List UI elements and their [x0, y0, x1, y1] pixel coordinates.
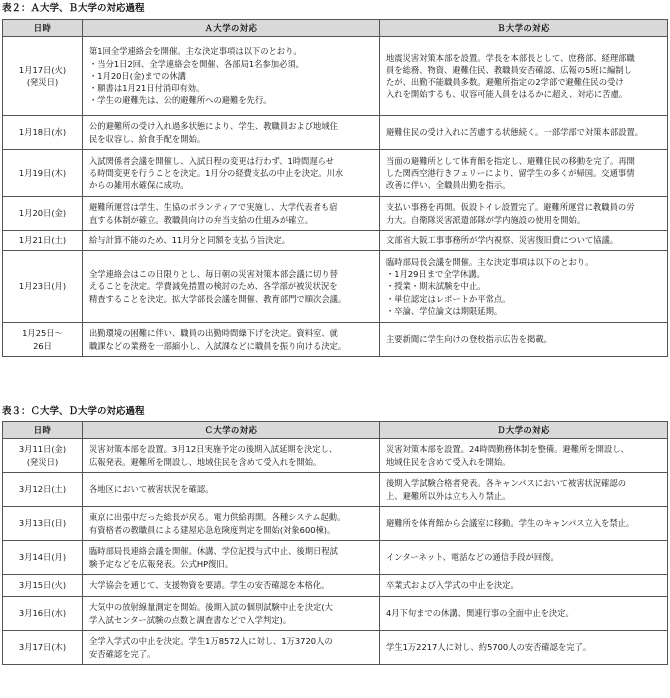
- table2: [2, 19, 668, 357]
- date-cell: 1月23日(月): [3, 251, 83, 323]
- table-row: [3, 323, 668, 357]
- d-response-cell: 避難所を体育館から会議室に移動。学生のキャンパス立入を禁止。: [380, 507, 668, 541]
- a-response-cell: 公的避難所の受け入れ過多状態により、学生、教職員および地域住 民を収容し、給食手配を開始。: [83, 116, 380, 150]
- table3-header-d: Ｄ大学の対応: [380, 422, 668, 439]
- c-response-cell: 災害対策本部を設置。3月12日実施予定の後期入試延期を決定し、 広報発表。避難所を開設し、地域住民を含めて受入れを開始。: [83, 439, 380, 473]
- date-cell: 1月17日(火) (発災日): [3, 37, 83, 116]
- d-response-cell: 卒業式および入学式の中止を決定。: [380, 575, 668, 597]
- table2-header-b: Ｂ大学の対応: [380, 20, 668, 37]
- table-row: [3, 439, 668, 473]
- table-row: [3, 197, 668, 231]
- a-response-cell: 第1回全学連絡会を開催。主な決定事項は以下のとおり。 ・当分1日2回、全学連絡会を開催、各部局1名参加必須。 ・1月20日(金)までの休講 ・願書は1月21日付消印有効。 ・学生の避難先は、公的避難所への避難を先行。: [83, 37, 380, 116]
- table-row: [3, 37, 668, 116]
- c-response-cell: 大気中の放射線量測定を開始。後期入試の個別試験中止を決定(大 学入試センター試験の点数と調査書などで入学判定)。: [83, 597, 380, 631]
- date-cell: 3月11日(金) (発災日): [3, 439, 83, 473]
- d-response-cell: 4月下旬までの休講、関連行事の全面中止を決定。: [380, 597, 668, 631]
- c-response-cell: 東京に出張中だった総長が戻る。電力供給再開。各種システム起動。 有資格者の教職員による建屋応急危険度判定を開始(対象600棟)。: [83, 507, 380, 541]
- date-cell: 3月16日(水): [3, 597, 83, 631]
- table-row: [3, 507, 668, 541]
- date-cell: 1月25日〜 26日: [3, 323, 83, 357]
- table2-header-row: [3, 20, 668, 37]
- b-response-cell: 当面の避難所として体育館を指定し、避難住民の移動を完了。再開 した関西空港行きフェリーにより、留学生の多くが帰国。交通事情 改善に伴い、全職員出勤を指示。: [380, 150, 668, 197]
- date-cell: 3月17日(木): [3, 631, 83, 665]
- b-response-cell: 文部省大阪工事事務所が学内視察、災害復旧費について協議。: [380, 231, 668, 251]
- c-response-cell: 臨時部局長連絡会議を開催。休講、学位記授与式中止、後期日程試 験予定などを広報発表。公式HP復旧。: [83, 541, 380, 575]
- date-cell: 1月20日(金): [3, 197, 83, 231]
- b-response-cell: 支払い事務を再開。仮設トイレ設置完了。避難所運営に教職員の労 力大。自衛隊災害派遣部隊が学内施設の使用を開始。: [380, 197, 668, 231]
- table2-caption: 表２：Ａ大学、Ｂ大学の対応過程: [2, 3, 145, 14]
- date-cell: 3月13日(日): [3, 507, 83, 541]
- table-row: [3, 116, 668, 150]
- table3-header-date: 日時: [3, 422, 83, 439]
- a-response-cell: 入試関係者会議を開催し、入試日程の変更は行わず、1時間遅らせ る時間変更を行うことを決定。1月分の経費支払の中止を決定。川水 からの雑用水確保に成功。: [83, 150, 380, 197]
- c-response-cell: 全学入学式の中止を決定。学生1万8572人に対し、1万3720人の 安否確認を完了。: [83, 631, 380, 665]
- date-cell: 1月21日(土): [3, 231, 83, 251]
- b-response-cell: 地震災害対策本部を設置。学長を本部長として、庶務部、経理部職 員を総務、物資、避難住民、教職員安否確認、広報の5班に編制し たが、出勤不能職員多数。避難所指定の2学部で避難住民の受け 入れを開始するも、収容可能人員をはるかに超え、対応に苦慮。: [380, 37, 668, 116]
- a-response-cell: 給与計算不能のため、11月分と同額を支払う旨決定。: [83, 231, 380, 251]
- date-cell: 1月19日(木): [3, 150, 83, 197]
- date-cell: 3月14日(月): [3, 541, 83, 575]
- table-row: [3, 231, 668, 251]
- d-response-cell: 学生1万2217人に対し、約5700人の安否確認を完了。: [380, 631, 668, 665]
- b-response-cell: 臨時部局長会議を開催。主な決定事項は以下のとおり。 ・1月29日まで全学休講。 ・授業・期末試験を中止。 ・単位認定はレポートか平常点。 ・卒論、学位論文は期限延期。: [380, 251, 668, 323]
- c-response-cell: 大学協会を通じて、支援物資を要請。学生の安否確認を本格化。: [83, 575, 380, 597]
- table-row: [3, 541, 668, 575]
- table2-header-date: 日時: [3, 20, 83, 37]
- date-cell: 1月18日(水): [3, 116, 83, 150]
- table3-header-row: [3, 422, 668, 439]
- a-response-cell: 出勤環境の困難に伴い、職員の出勤時間繰下げを決定。資料室、就 職課などの業務を一部縮小し、入試課などに職員を振り向ける決定。: [83, 323, 380, 357]
- a-response-cell: 全学連絡会はこの日限りとし、毎日朝の災害対策本部会議に切り替 えることを決定。学費減免措置の検討のため、各学部が被災状況を 精査することを決定。拡大学部長会議を開催、教育部門で順次会議。: [83, 251, 380, 323]
- table3-header-c: Ｃ大学の対応: [83, 422, 380, 439]
- a-response-cell: 避難所運営は学生、生協のボランティアで実施し、大学代表者も宿 直する体制が確立。教職員向けの弁当支給の仕組みが確立。: [83, 197, 380, 231]
- table-row: [3, 597, 668, 631]
- c-response-cell: 各地区において被害状況を確認。: [83, 473, 380, 507]
- table-row: [3, 150, 668, 197]
- b-response-cell: 避難住民の受け入れに苦慮する状態続く。一部学部で対策本部設置。: [380, 116, 668, 150]
- table2-header-a: Ａ大学の対応: [83, 20, 380, 37]
- table-row: [3, 631, 668, 665]
- b-response-cell: 主要新聞に学生向けの登校指示広告を掲載。: [380, 323, 668, 357]
- table-row: [3, 473, 668, 507]
- table-row: [3, 251, 668, 323]
- d-response-cell: 災害対策本部を設置。24時間勤務体制を整備。避難所を開設し、 地域住民を含めて受入れを開始。: [380, 439, 668, 473]
- table3: [2, 421, 668, 665]
- d-response-cell: インターネット、電話などの通信手段が回復。: [380, 541, 668, 575]
- table3-caption: 表３：Ｃ大学、Ｄ大学の対応過程: [2, 406, 145, 417]
- d-response-cell: 後期入学試験合格者発表。各キャンパスにおいて被害状況確認の 上、避難所以外は立ち入り禁止。: [380, 473, 668, 507]
- date-cell: 3月15日(火): [3, 575, 83, 597]
- date-cell: 3月12日(土): [3, 473, 83, 507]
- table-row: [3, 575, 668, 597]
